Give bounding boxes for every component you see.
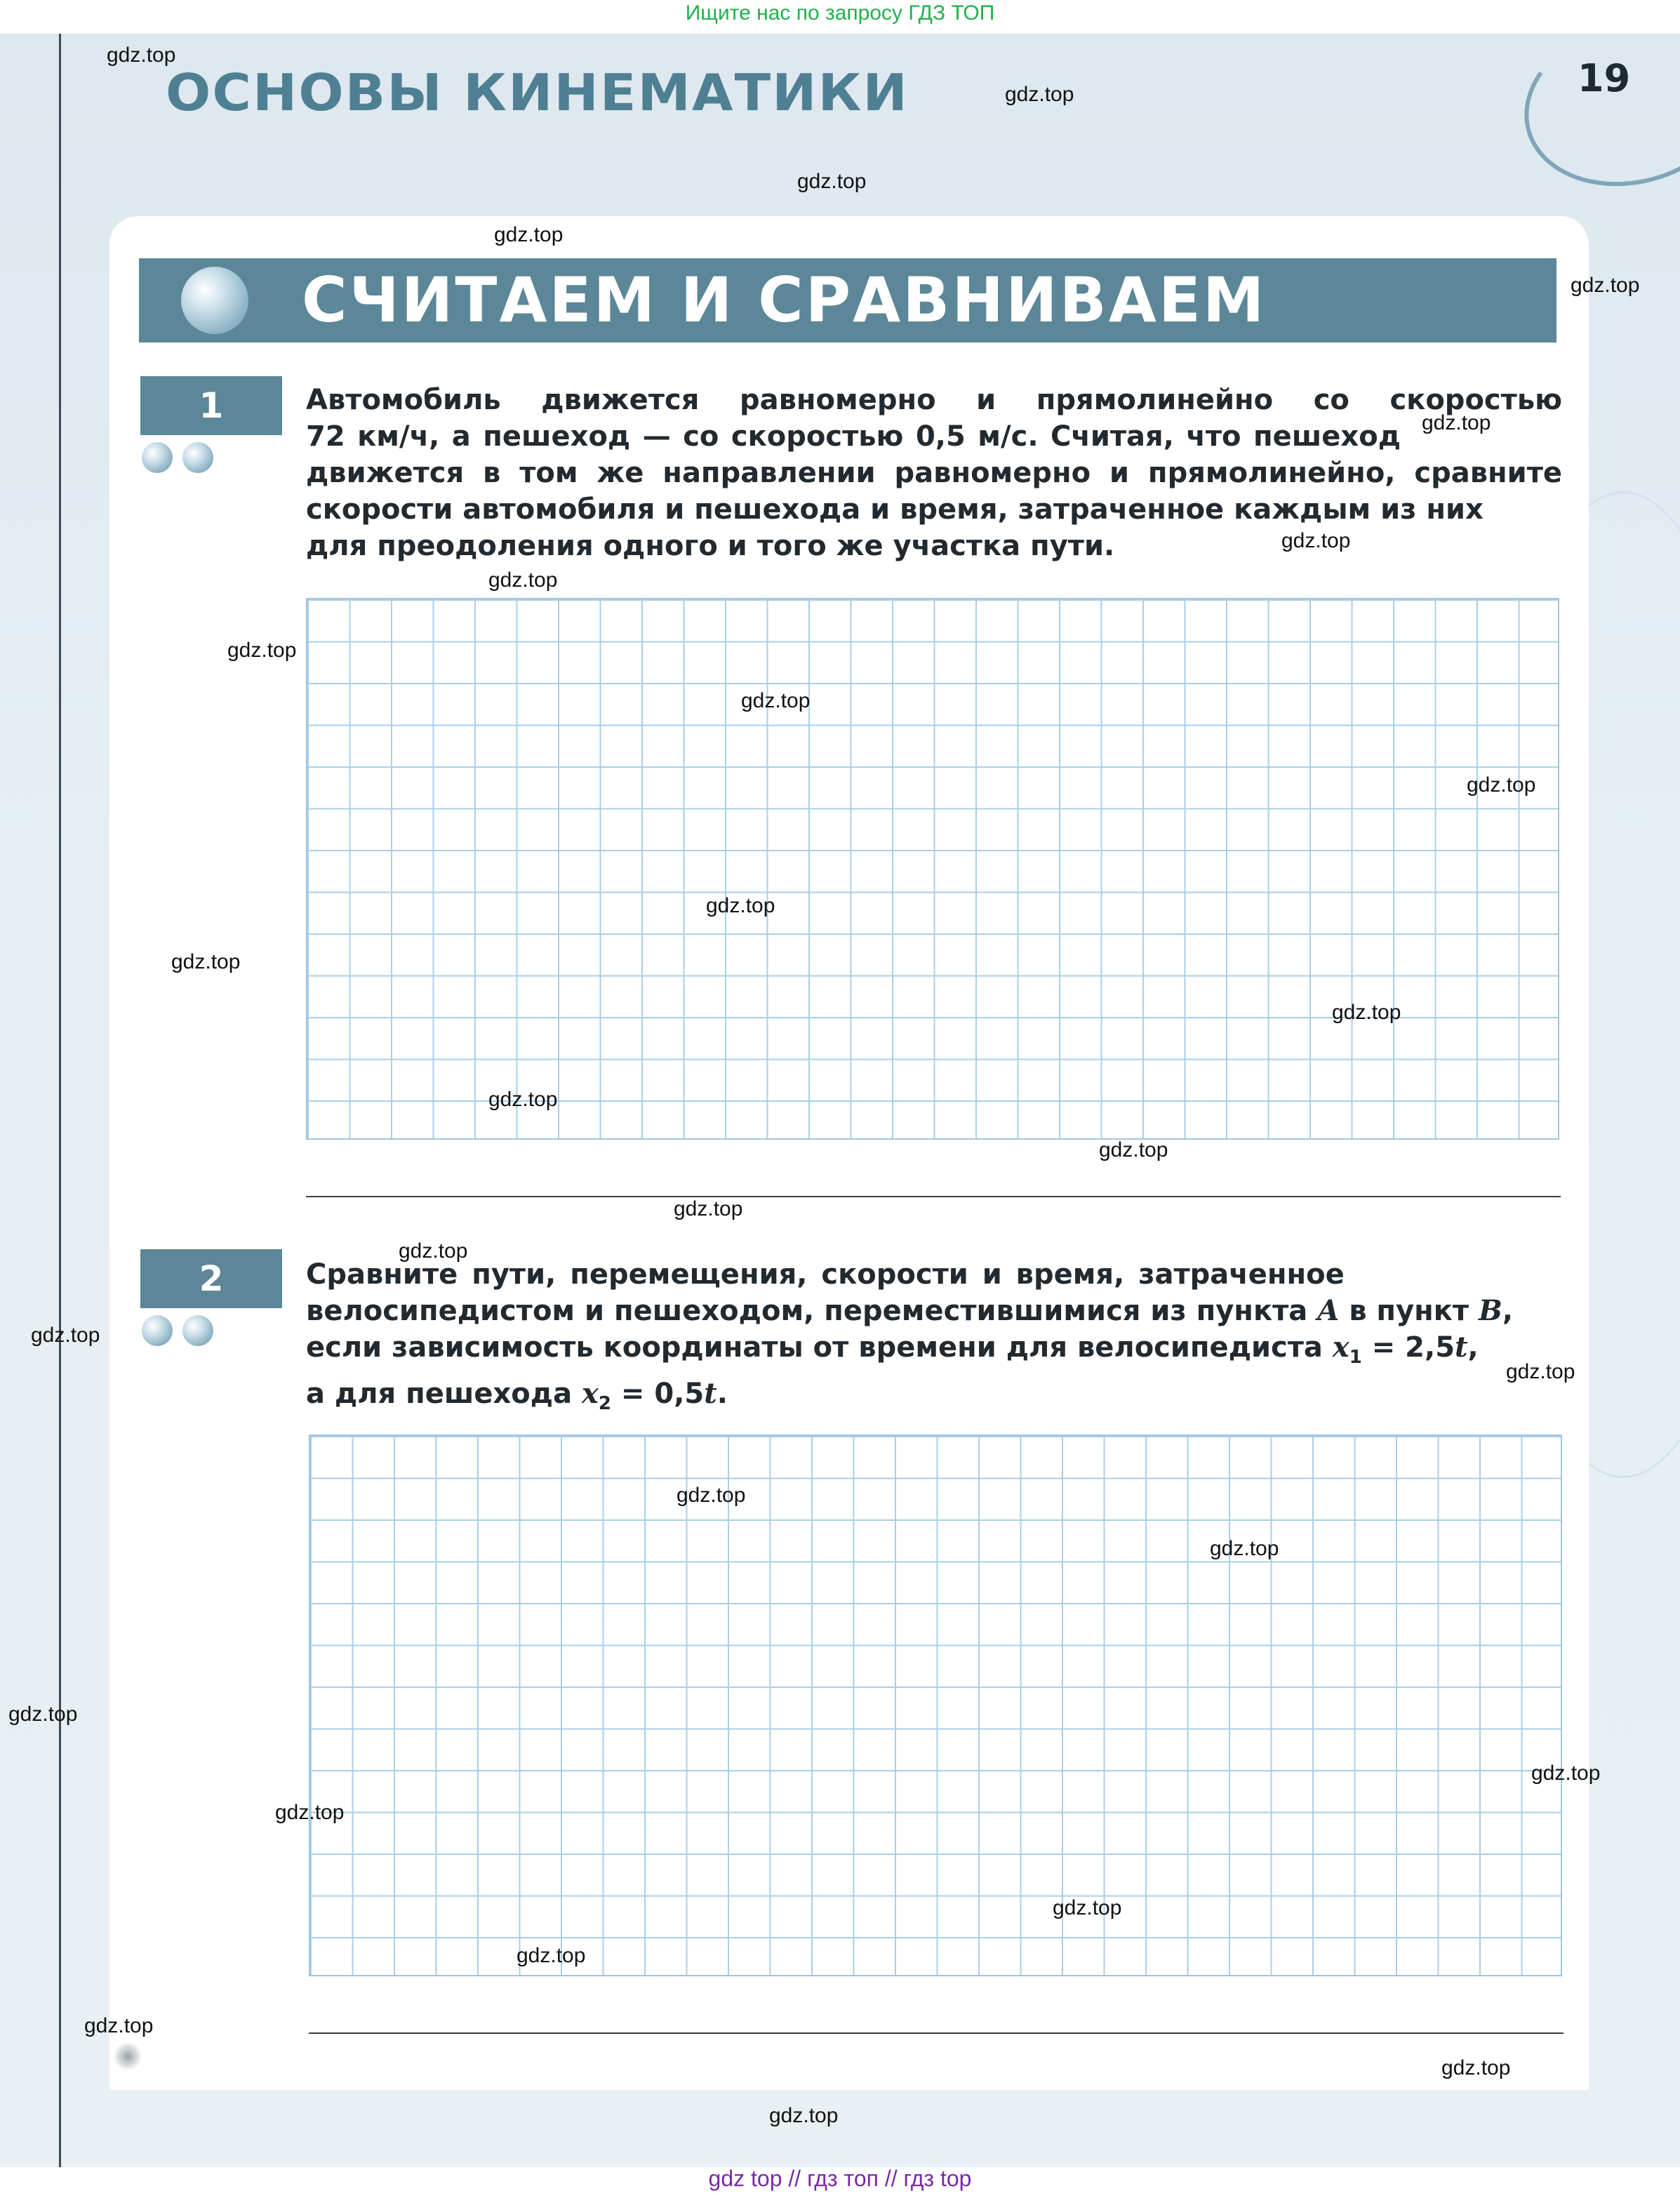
watermark: gdz.top: [1005, 83, 1074, 106]
task-2-line-text: велосипедистом и пешеходом, переместившимися из пункта: [306, 1295, 1308, 1327]
x1-variable: x: [1332, 1331, 1349, 1364]
watermark: gdz.top: [8, 1703, 78, 1726]
point-a-label: A: [1317, 1294, 1340, 1327]
watermark: gdz.top: [1332, 1001, 1401, 1024]
watermark: gdz.top: [1506, 1360, 1575, 1383]
difficulty-dot-icon: [182, 1315, 213, 1346]
watermark: gdz.top: [741, 689, 811, 712]
page-title: СЧИТАЕМ И СРАВНИВАЕМ: [302, 264, 1267, 336]
watermark: gdz.top: [676, 1484, 746, 1507]
point-b-label: B: [1479, 1294, 1502, 1327]
task-1-number: 1: [140, 376, 282, 435]
watermark: gdz.top: [706, 894, 775, 917]
watermark: gdz.top: [1422, 411, 1491, 434]
x2-subscript: 2: [598, 1393, 611, 1414]
watermark: gdz.top: [797, 170, 867, 193]
task-1-line: Автомобиль движется равномерно и прямолинейно со скоростью: [306, 384, 1562, 416]
task-2-text: [306, 1256, 1562, 1422]
x2-time-variable: t: [704, 1377, 717, 1410]
difficulty-dot-icon: [182, 442, 213, 473]
task-2-line: Сравните пути, перемещения, скорости и время, затраченное: [306, 1258, 1345, 1291]
footer-links[interactable]: gdz top // гдз топ // гдз top: [708, 2166, 972, 2191]
x2-equation: = 0,5: [620, 1378, 705, 1410]
watermark: gdz.top: [275, 1801, 345, 1824]
watermark: gdz.top: [107, 44, 176, 67]
watermark: gdz.top: [1099, 1138, 1168, 1162]
watermark: gdz.top: [227, 639, 297, 662]
task-1-text: [306, 382, 1562, 564]
watermark: gdz.top: [1571, 274, 1640, 297]
task-2-line-text: а для пешехода: [306, 1378, 573, 1410]
watermark: gdz.top: [488, 1088, 558, 1111]
watermark: gdz.top: [1467, 773, 1536, 797]
watermark: gdz.top: [769, 2104, 839, 2127]
task-1-answer-grid[interactable]: [306, 598, 1559, 1140]
task-2-line: а для пешехода $x_2 = 0,5t$.: [306, 1377, 728, 1414]
watermark: gdz.top: [171, 950, 241, 973]
watermark: gdz.top: [494, 223, 564, 246]
task-1-line: для преодоления одного и того же участка пути.: [306, 530, 1115, 562]
watermark: gdz.top: [399, 1239, 468, 1263]
in-point-word: в пункт: [1349, 1295, 1469, 1327]
watermark: gdz.top: [1531, 1762, 1601, 1785]
watermark: gdz.top: [84, 2014, 154, 2037]
task-2-line: велосипедистом и пешеходом, переместившимися из пункта A в пункт B,: [306, 1294, 1514, 1327]
task-2-answer-line[interactable]: [309, 2032, 1564, 2034]
watermark: gdz.top: [488, 568, 558, 592]
top-search-banner[interactable]: Ищите нас по запросу ГДЗ ТОП: [685, 1, 995, 25]
section-heading: ОСНОВЫ КИНЕМАТИКИ: [166, 63, 909, 122]
task-1-answer-line[interactable]: [306, 1196, 1561, 1197]
task-2-line: если зависимость координаты от времени для велосипедиста $x_1 = 2,5t$,: [306, 1331, 1479, 1368]
task-2-line-text: если зависимость координаты от времени для велосипедиста: [306, 1331, 1323, 1364]
watermark: gdz.top: [31, 1324, 100, 1347]
sphere-icon: [181, 267, 248, 334]
x2-variable: x: [582, 1377, 599, 1410]
page-number: 19: [1578, 56, 1631, 100]
task-1-line: скорости автомобиля и пешехода и время, затраченное каждым из них: [306, 493, 1484, 526]
task-1-line: 72 км/ч, а пешеход — со скоростью 0,5 м/с. Считая, что пешеход: [306, 420, 1401, 453]
difficulty-dot-icon: [142, 1315, 173, 1346]
scan-smudge: [114, 2041, 142, 2072]
watermark: gdz.top: [674, 1197, 743, 1220]
watermark: gdz.top: [1053, 1896, 1122, 1919]
watermark: gdz.top: [1210, 1537, 1279, 1560]
watermark: gdz.top: [1281, 529, 1351, 552]
task-2-answer-grid[interactable]: [309, 1435, 1562, 1976]
x1-time-variable: t: [1455, 1331, 1468, 1364]
watermark: gdz.top: [1441, 2056, 1511, 2079]
watermark: gdz.top: [516, 1944, 586, 1967]
difficulty-dot-icon: [142, 442, 173, 473]
x1-equation: = 2,5: [1371, 1331, 1455, 1364]
task-1-line: движется в том же направлении равномерно и прямолинейно, сравните: [306, 457, 1562, 489]
x1-subscript: 1: [1349, 1347, 1362, 1368]
book-spine-line: [59, 34, 61, 2167]
task-2-number: 2: [140, 1249, 282, 1308]
